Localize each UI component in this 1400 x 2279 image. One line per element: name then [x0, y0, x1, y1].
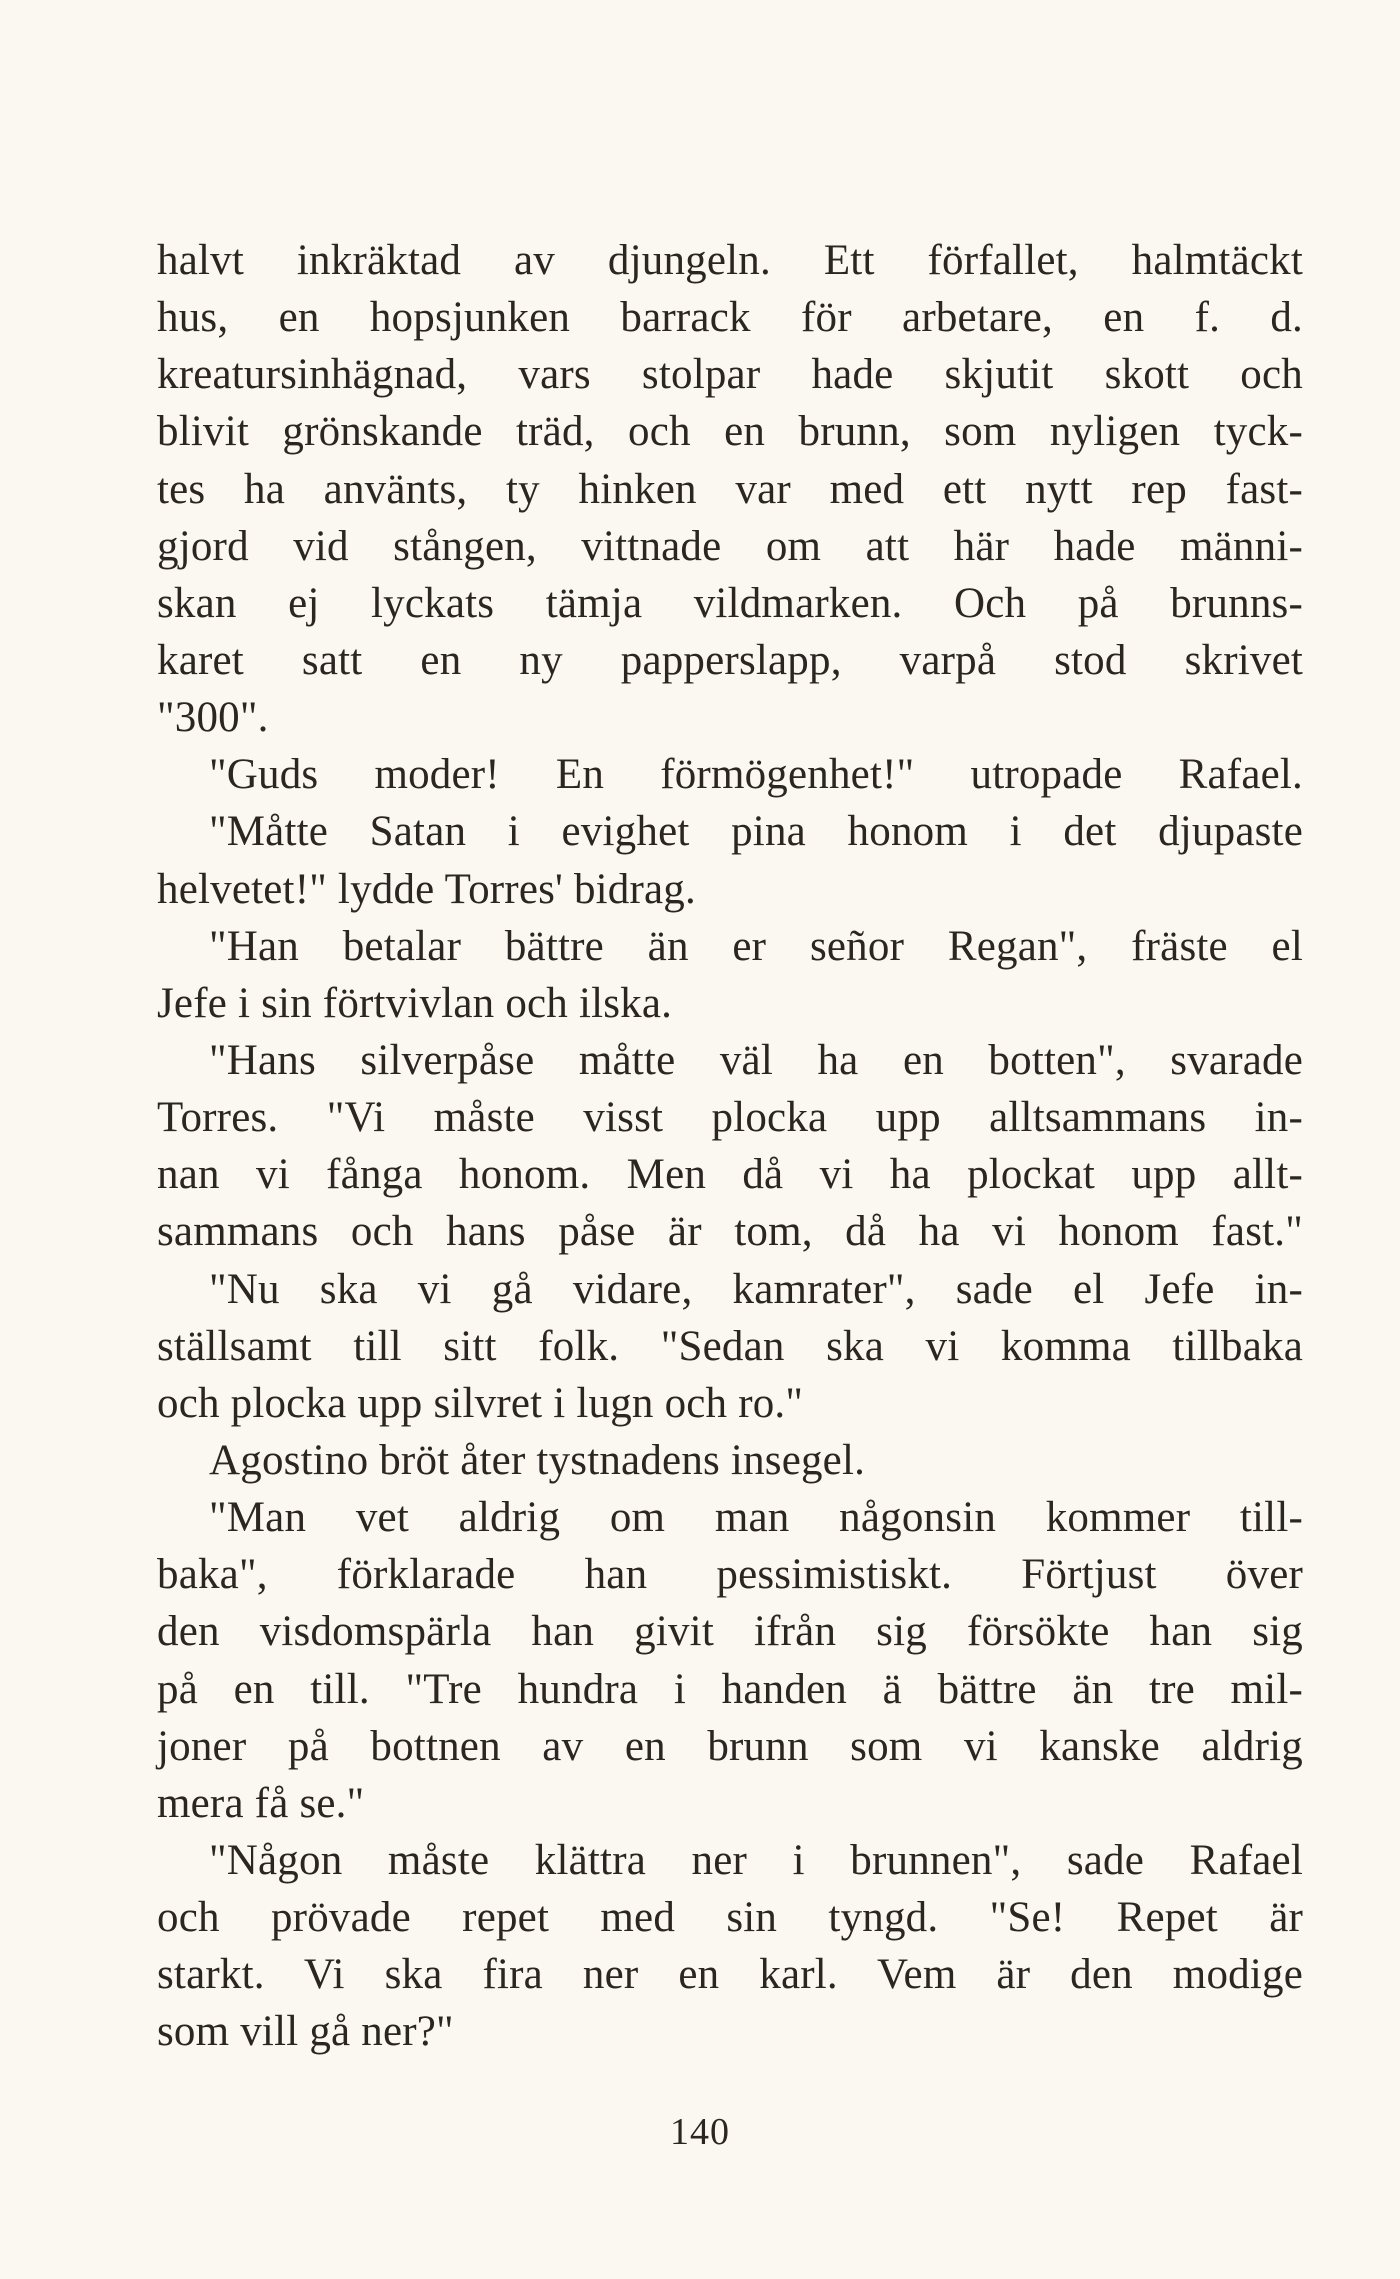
text-line: tes ha använts, ty hinken var med ett nytt rep fast-	[157, 465, 1303, 513]
text-line: den visdomspärla han givit ifrån sig försökte han sig	[157, 1608, 1303, 1656]
text-line: nan vi fånga honom. Men då vi ha plockat upp allt-	[157, 1151, 1303, 1199]
text-line: "Nu ska vi gå vidare, kamrater", sade el Jefe in-	[209, 1265, 1303, 1313]
page-number: 140	[670, 2111, 730, 2153]
text-line: karet satt en ny papperslapp, varpå stod skrivet	[157, 636, 1303, 684]
text-line: "Man vet aldrig om man någonsin kommer till-	[209, 1494, 1303, 1542]
text-line: som vill gå ner?"	[157, 2008, 454, 2056]
text-line: hus, en hopsjunken barrack för arbetare, en f. d.	[157, 294, 1303, 342]
text-line: helvetet!" lydde Torres' bidrag.	[157, 865, 696, 913]
text-line: blivit grönskande träd, och en brunn, som nyligen tyck-	[157, 408, 1303, 456]
text-line: kreatursinhägnad, vars stolpar hade skjutit skott och	[157, 351, 1303, 399]
text-line: joner på bottnen av en brunn som vi kanske aldrig	[157, 1722, 1303, 1770]
text-line: gjord vid stången, vittnade om att här hade männi-	[157, 522, 1303, 570]
text-line: "Måtte Satan i evighet pina honom i det djupaste	[209, 808, 1303, 856]
text-line: "Guds moder! En förmögenhet!" utropade Rafael.	[209, 751, 1303, 799]
text-line: och plocka upp silvret i lugn och ro."	[157, 1379, 804, 1427]
text-line: "Han betalar bättre än er señor Regan", fräste el	[209, 922, 1303, 970]
text-line: på en till. "Tre hundra i handen ä bättre än tre mil-	[157, 1665, 1303, 1713]
text-line: ställsamt till sitt folk. "Sedan ska vi komma tillbaka	[157, 1322, 1303, 1370]
text-line: halvt inkräktad av djungeln. Ett förfallet, halmtäckt	[157, 237, 1303, 284]
text-line: "Någon måste klättra ner i brunnen", sade Rafael	[209, 1836, 1303, 1884]
text-line: "Hans silverpåse måtte väl ha en botten", svarade	[209, 1036, 1303, 1084]
text-line: baka", förklarade han pessimistiskt. Förtjust över	[157, 1551, 1303, 1599]
text-line: Torres. "Vi måste visst plocka upp alltsammans in-	[157, 1094, 1303, 1142]
text-line: skan ej lyckats tämja vildmarken. Och på brunns-	[157, 579, 1303, 627]
text-line: starkt. Vi ska fira ner en karl. Vem är den modige	[157, 1951, 1303, 1999]
text-line: mera få se."	[157, 1779, 365, 1827]
text-line: sammans och hans påse är tom, då ha vi honom fast."	[157, 1208, 1303, 1256]
text-line: och prövade repet med sin tyngd. "Se! Repet är	[157, 1894, 1303, 1942]
text-line: Agostino bröt åter tystnadens insegel.	[209, 1436, 866, 1484]
text-line: "300".	[157, 694, 269, 742]
text-line: Jefe i sin förtvivlan och ilska.	[157, 979, 673, 1027]
body-text	[157, 232, 1303, 2061]
